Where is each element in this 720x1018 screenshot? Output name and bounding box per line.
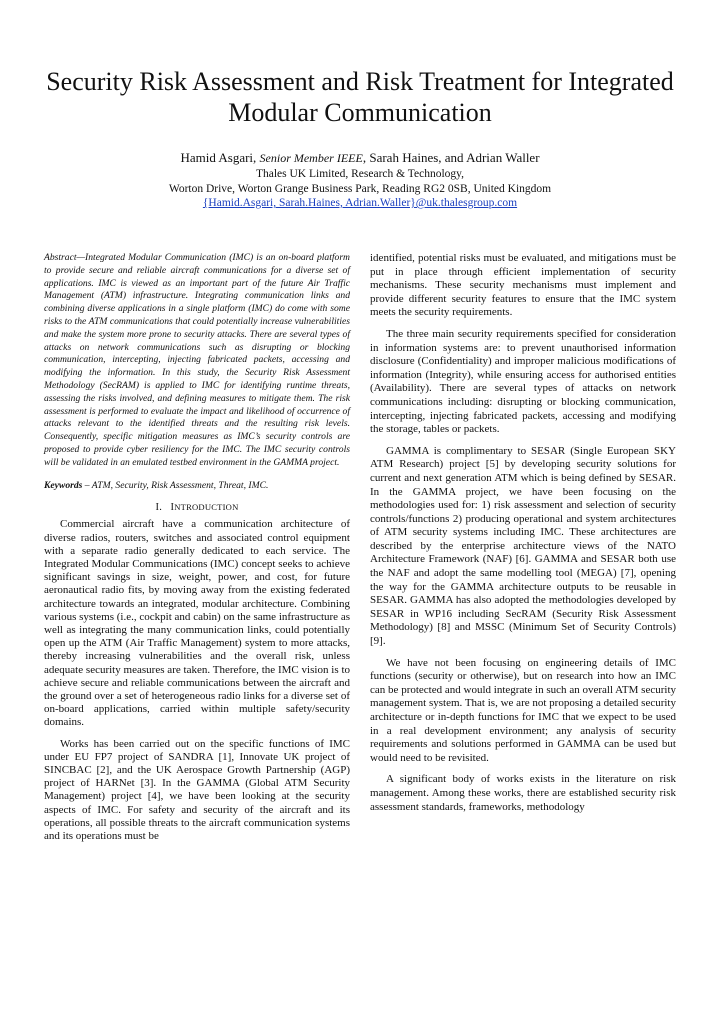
paragraph: GAMMA is complimentary to SESAR (Single European SKY ATM Research) project [5] by developing security solutions for current and next generation ATM which is being defined by SESAR. In the GAMMA project, we have been focusing on the methodologies used for: 1) risk assessment and selection of security controls/functions 2) producing operational and system architectures of ATM security systems including IMC. These architectures are described by the enterprise architecture views of the NATO Architecture Framework (NAF) [6]. GAMMA and SESAR both use the NAF and adopt the same modelling tool (MEGA) [7], opening the way for the GAMMA architecture outputs to be reusable in SESAR. GAMMA has also adopted the methodologies developed by SESAR in WP16 including SecRAM (Security Risk Assessment Methodology) [8] and MSSC (Minimum Set of Security Controls) [9]. xyxy=(370,444,676,648)
affiliation-line: Thales UK Limited, Research & Technology, xyxy=(255,168,465,180)
left-column xyxy=(44,252,350,851)
paragraph: The three main security requirements specified for consideration in information systems are: to prevent unauthorised information disclosure (Confidentiality) and improper malicious modifications of information (Integrity), while ensuring access for authorised entities (Availability). There are several types of attacks on network communications including: disrupting or blocking communication, intercepting, injecting fabricated packets, accessing and modifying the storage, tables or packets. xyxy=(370,327,676,436)
email-link[interactable]: {Hamid.Asgari, Sarah.Haines, Adrian.Waller}@uk.thalesgroup.com xyxy=(202,197,518,209)
keywords-label: Keywords xyxy=(44,479,83,491)
paragraph: A significant body of works exists in the literature on risk management. Among these works, there are established security risk assessment standards, frameworks, methodology xyxy=(370,773,676,813)
co-authors: , Sarah Haines, and Adrian Waller xyxy=(362,150,540,165)
paragraph: We have not been focusing on engineering details of IMC functions (security or otherwise), but on research into how an IMC can be protected and would integrate in such an overall ATM security management system. That is, we are not proposing a detailed security architecture or in-depth functions for IMC that we expect to be used in a real development environment; any analysis of security requirements and solutions performed in GAMMA can be used but would need to be revisited. xyxy=(370,656,676,764)
paper-title: Security Risk Assessment and Risk Treatment for Integrated Modular Communication xyxy=(46,67,674,127)
paragraph: Commercial aircraft have a communication architecture of diverse radios, routers, switches and associated control equipment with a separate radio generally dedicated to each service. The Integrated Modular Communications (IMC) concept seeks to achieve significant savings in size, weight, power, and cost, for future aeronautical radio fits, by moving away from the existing federated architecture towards an integrated, modular architecture. Combining various systems (i.e., cockpit and cabin) on the same infrastructure as well as integrating the many communication links, could potentially open up the ATM (Air Traffic Management) system to more attacks, thereby increasing vulnerabilities and the overall risk, unless adequate security measures are taken. Therefore, the IMC vision is to achieve secure and reliable communications between the aircraft and the ground over a set of heterogeneous radio links for a diverse set of on-board applications, carried within multiple safety/security domains. xyxy=(44,518,350,729)
section-number: I. xyxy=(155,502,163,514)
paragraph: Works has been carried out on the specific functions of IMC under EU FP7 project of SANDRA [1], Innovate UK project of SINCBAC [2], and the UK Aerospace Growth Partnership (AGP) project of HARNet [3]. In the GAMMA (Global ATM Security Management) project [4], we have been looking at the security aspects of IMC. For safety and security of the aircraft and its operations, all possible threats to the aircraft communication systems and its operations must be xyxy=(44,737,350,843)
abstract-text: —Integrated Modular Communication (IMC) is an on-board platform to provide secure and reliable aircraft communications for a diverse set of applications. IMC is viewed as an important part of the future Air Traffic Management (ATM) infrastructure. Integrating communication links and combining diverse applications in a single platform (IMC) do come with some risks to the ATM communications that could potentially increase vulnerabilities and make the system more prone to security attacks. There are several types of attacks on network communications such as disrupting or blocking communication, intercepting, injecting fabricated packets, accessing and modifying the information. In this study, the Security Risk Assessment Methodology (SecRAM) is applied to IMC for identifying runtime threats, assessing the risks involved, and defining measures to mitigate them. The risk assessment is performed to evaluate the impact and likelihood of occurrence of attacks relevant to the identified threats and the resulting risk levels. Consequently, specific mitigation measures as IMC’s security controls are proposed to provide cyber resiliency for the IMC. The IMC security controls will be validated in an emulated testbed environment in the GAMMA project. xyxy=(44,252,350,468)
keywords-text: – ATM, Security, Risk Assessment, Threat, IMC. xyxy=(82,479,269,491)
section-rest: NTRODUCTION xyxy=(174,502,239,513)
abstract xyxy=(44,252,350,470)
section-heading xyxy=(44,500,350,515)
author-line xyxy=(0,150,720,166)
affiliation-address: Worton Drive, Worton Grange Business Park, Reading RG2 0SB, United Kingdom xyxy=(168,182,552,195)
author-role: Senior Member IEEE xyxy=(259,151,363,165)
affiliation xyxy=(0,167,720,211)
right-column xyxy=(370,252,676,822)
abstract-label: Abstract xyxy=(44,252,77,263)
keywords xyxy=(44,480,350,493)
paragraph: identified, potential risks must be evaluated, and mitigations must be put in place through efficient implementation of security mechanisms. These security mechanisms must implement and provide different security features to ensure that the IMC system meets the security requirements. xyxy=(370,252,676,319)
author-name: Hamid Asgari, xyxy=(180,150,260,165)
section-initial: I xyxy=(170,502,175,514)
